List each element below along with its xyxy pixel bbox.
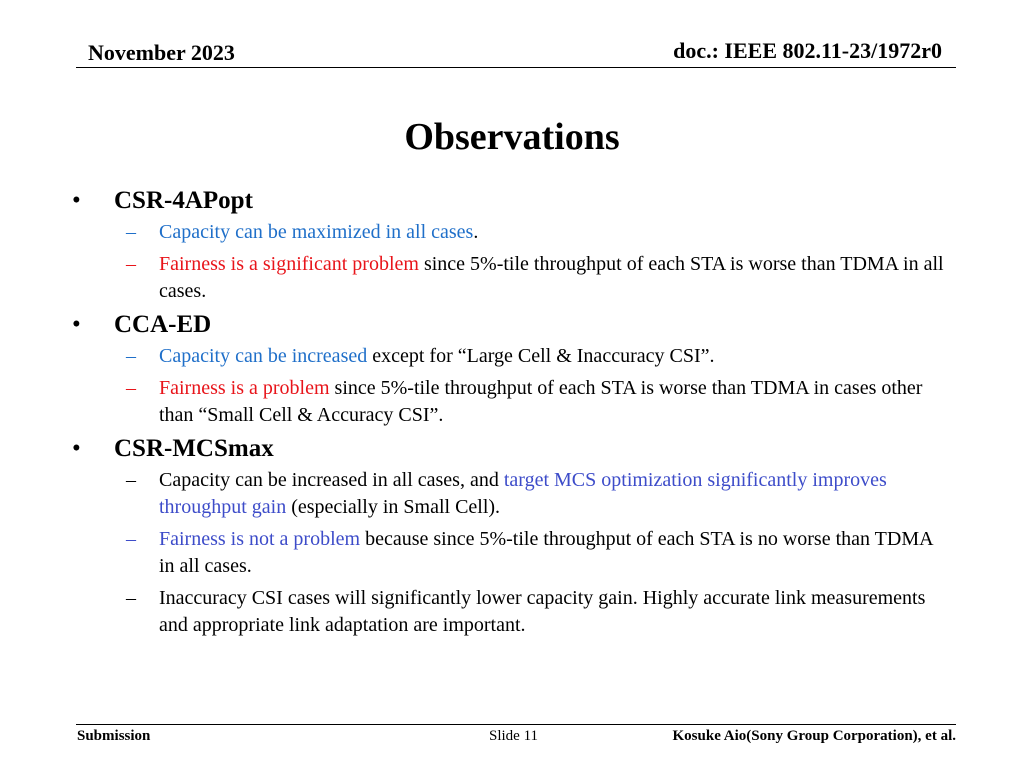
highlight-text: Fairness is a problem — [159, 377, 330, 399]
sub-item — [72, 585, 952, 639]
bullet-heading: CSR-MCSmax — [114, 435, 274, 462]
bullet-csr-mcsmax — [72, 434, 952, 464]
highlight-text: Capacity can be maximized in all cases — [159, 221, 474, 243]
body-text: . — [473, 221, 479, 243]
header-rule — [76, 67, 956, 68]
sub-item — [72, 467, 952, 521]
sub-item — [72, 219, 952, 246]
body-text: since 5%-tile throughput of each STA is worse than TDMA in all cases. — [159, 253, 944, 302]
sub-item — [72, 375, 952, 429]
dash-icon: – — [126, 528, 136, 550]
bullet-heading: CCA-ED — [114, 311, 212, 338]
bullet-icon: • — [72, 187, 81, 214]
header-date: November 2023 — [88, 40, 235, 65]
header-doc-id: doc.: IEEE 802.11-23/1972r0 — [673, 38, 942, 63]
dash-icon: – — [126, 469, 136, 491]
bullet-icon: • — [72, 311, 81, 338]
body-text: Capacity can be increased in all cases, and — [159, 469, 504, 491]
body-text: (especially in Small Cell). — [286, 496, 501, 518]
dash-icon: – — [126, 221, 136, 243]
body-text: because since 5%-tile throughput of each STA is no worse than TDMA in all cases. — [159, 528, 933, 577]
highlight-text: Fairness is not a problem — [159, 528, 361, 550]
bullet-cca-ed — [72, 310, 952, 340]
sub-item — [72, 526, 952, 580]
page-title: Observations — [404, 116, 620, 158]
highlight-text: Fairness is a significant problem — [159, 253, 419, 275]
dash-icon: – — [126, 587, 136, 609]
content-body — [72, 186, 952, 644]
highlight-text: Capacity can be increased — [159, 345, 368, 367]
footer-rule — [76, 724, 956, 725]
dash-icon: – — [126, 345, 136, 367]
body-text: except for “Large Cell & Inaccuracy CSI”. — [367, 345, 715, 367]
highlight-text: target MCS optimization significantly improves throughput gain — [159, 469, 887, 518]
footer-submission: Submission — [77, 728, 151, 744]
sub-item — [72, 343, 952, 370]
footer-author: Kosuke Aio(Sony Group Corporation), et al. — [672, 728, 956, 744]
bullet-heading: CSR-4APopt — [114, 187, 253, 214]
footer-slide-number: Slide 11 — [489, 728, 539, 744]
dash-icon: – — [126, 377, 136, 399]
body-text: since 5%-tile throughput of each STA is worse than TDMA in cases other than “Small Cell & Accuracy CSI”. — [159, 377, 923, 426]
dash-icon: – — [126, 253, 136, 275]
bullet-icon: • — [72, 435, 81, 462]
body-text: Inaccuracy CSI cases will significantly lower capacity gain. Highly accurate link measurements and appropriate link adaptation are important. — [159, 587, 926, 636]
bullet-csr-4apopt — [72, 186, 952, 216]
sub-item — [72, 251, 952, 305]
